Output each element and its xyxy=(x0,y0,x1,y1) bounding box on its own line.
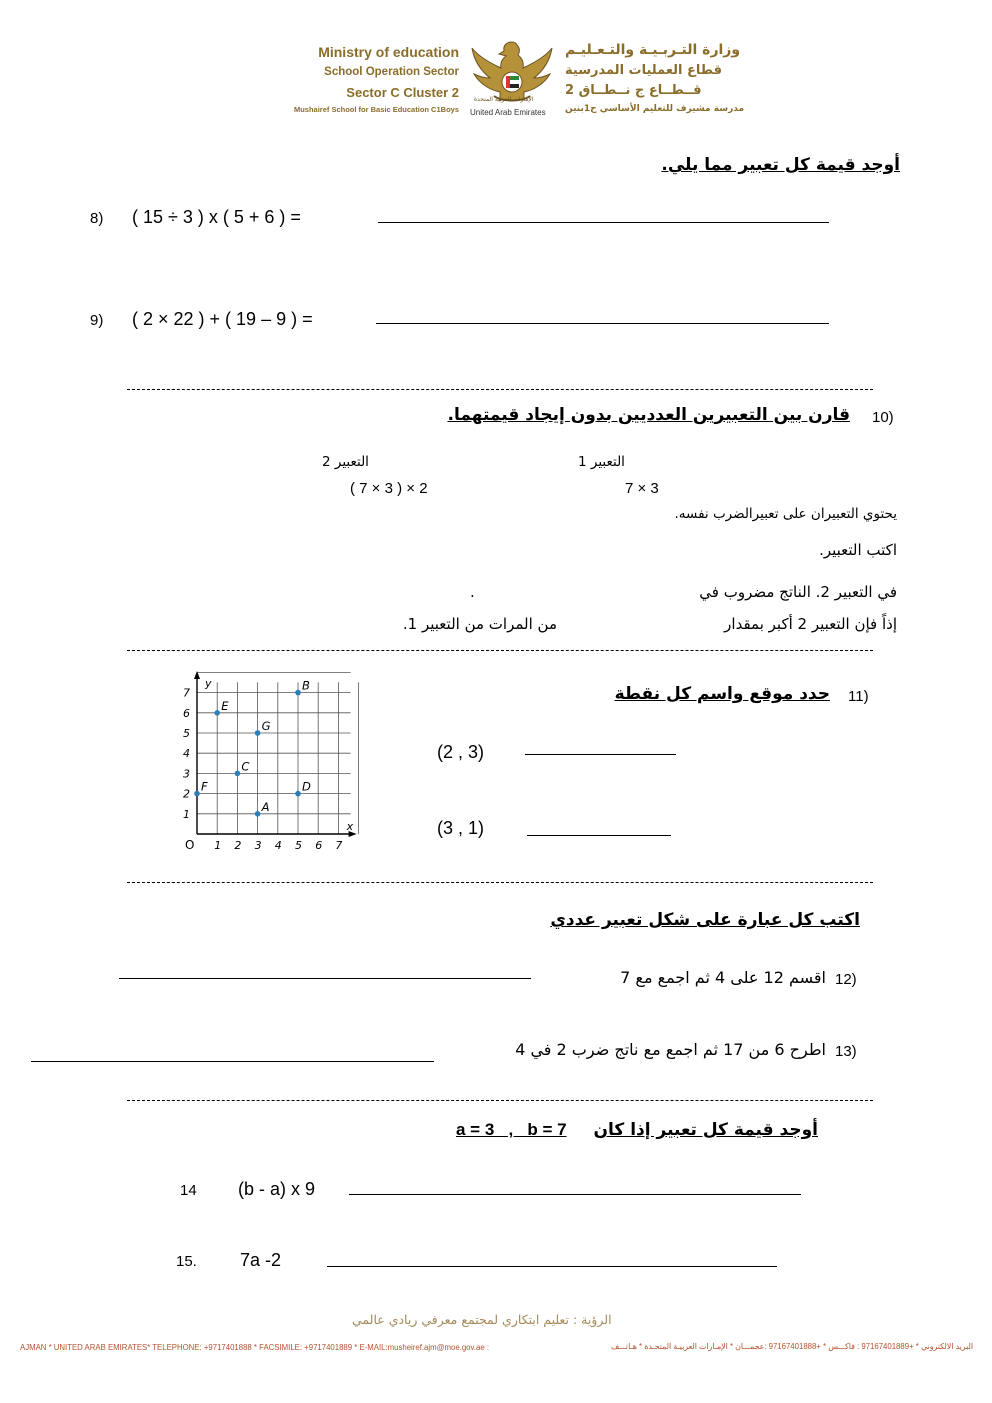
q15-expression: 7a -2 xyxy=(240,1250,282,1270)
q13-number: 13) xyxy=(835,1043,857,1060)
q14-number: 14 xyxy=(180,1182,197,1199)
grid-point-D xyxy=(295,791,301,797)
grid-x-tick: 1 xyxy=(214,839,222,852)
q12-text: اقسم 12 على 4 ثم اجمع مع 7 xyxy=(620,968,826,987)
q12-answer-line[interactable] xyxy=(119,978,531,979)
expr1-label: التعبير 1 xyxy=(578,454,625,470)
grid-point-E xyxy=(214,710,220,716)
grid-x-tick: 4 xyxy=(274,839,282,852)
q8-number: 8) xyxy=(90,210,104,227)
header-en-ministry: Ministry of education xyxy=(318,44,459,60)
q11-number: 11) xyxy=(848,688,869,705)
section5-title: أوجد قيمة كل تعبير إذا كان xyxy=(593,1120,818,1140)
grid-y-label: y xyxy=(205,677,212,690)
q13-answer-line[interactable] xyxy=(31,1061,434,1062)
grid-point-label-G: G xyxy=(261,719,271,733)
header-ar-sector: قطاع العمليات المدرسية xyxy=(565,63,722,78)
header-en-school: Mushairef School for Basic Education C1Boys xyxy=(293,105,459,114)
grid-y-tick: 7 xyxy=(183,686,190,700)
section4-title: اكتب كل عبارة على شكل تعبير عددي xyxy=(550,910,860,930)
footer-vision: الرؤية : تعليم ابتكاري لمجتمع معرفي ريادي عالمي xyxy=(352,1312,612,1327)
grid-y-tick: 3 xyxy=(183,767,190,781)
grid-point-label-F: F xyxy=(201,779,208,794)
grid-origin-label: O xyxy=(185,838,195,852)
header-en-cluster: Sector C Cluster 2 xyxy=(346,85,459,100)
coord-2: (3 , 1) xyxy=(437,818,485,838)
grid-point-label-B: B xyxy=(302,678,310,693)
header-ar-cluster: قــطــاع ج نــطــاق 2 xyxy=(565,83,702,98)
separator-3 xyxy=(127,882,873,883)
grid-x-tick: 5 xyxy=(295,839,302,852)
separator-1 xyxy=(127,389,873,390)
header-en-sector: School Operation Sector xyxy=(324,66,459,78)
compare-line-4a: إذاً فإن التعبير 2 أكبر بمقدار xyxy=(724,615,897,633)
compare-line-2: اكتب التعبير. xyxy=(819,541,897,559)
coordinate-grid xyxy=(172,667,362,857)
compare-line-4b: من المرات من التعبير 1. xyxy=(402,615,557,633)
grid-point-F xyxy=(194,791,200,797)
q9-answer-line[interactable] xyxy=(376,323,829,324)
compare-line-1: يحتوي التعبيران على تعبيرالضرب نفسه. xyxy=(674,506,897,522)
grid-point-label-C: C xyxy=(241,759,250,774)
expr2-label: التعبير 2 xyxy=(322,454,369,470)
separator-4 xyxy=(127,1100,873,1101)
grid-x-label: x xyxy=(346,820,354,833)
grid-y-tick: 1 xyxy=(183,807,190,821)
grid-y-tick: 2 xyxy=(183,787,190,801)
header-ar-ministry: وزارة التـربـيـة والتـعـليـم xyxy=(565,42,741,58)
expr2-value: ( 7 × 3 ) × 2 xyxy=(350,480,428,497)
header-ar-school: مدرسة مشيرف للتعليم الأساسي ح1بنين xyxy=(565,104,745,114)
q10-number: 10) xyxy=(872,409,894,426)
q8-expression: ( 15 ÷ 3 ) x ( 5 + 6 ) = xyxy=(132,207,301,227)
section3-title: حدد موقع واسم كل نقطة xyxy=(614,684,830,704)
grid-x-tick: 7 xyxy=(335,839,343,852)
q8-answer-line[interactable] xyxy=(378,222,829,223)
q9-number: 9) xyxy=(90,312,104,329)
compare-line-3: في التعبير 2. الناتج مضروب في xyxy=(699,583,897,601)
uae-emblem xyxy=(466,36,558,120)
separator-2 xyxy=(127,650,873,651)
emblem-arabic: الإمارات العربية المتحدة xyxy=(474,96,534,103)
q15-number: 15. xyxy=(176,1253,197,1270)
q15-answer-line[interactable] xyxy=(327,1266,777,1267)
coordinate-grid-svg xyxy=(172,667,362,857)
section5-variables: a = 3 , b = 7 xyxy=(456,1120,567,1139)
coord-1: (2 , 3) xyxy=(437,742,485,762)
q9-expression: ( 2 × 22 ) + ( 19 – 9 ) = xyxy=(132,309,313,329)
compare-line-3-end: . xyxy=(470,583,475,601)
grid-y-tick: 4 xyxy=(183,747,190,761)
footer-contact-ar: البريد الالكتروني * +97167401889 : فاكـــس * +97167401888 :عجمـــان * الإمـارات العربيـة المتحـدة * هـاتـــف xyxy=(611,1342,973,1351)
expr1-value: 7 × 3 xyxy=(625,480,659,497)
grid-x-tick: 6 xyxy=(315,839,323,852)
grid-point-label-A: A xyxy=(261,799,270,814)
grid-x-tick: 3 xyxy=(254,839,262,852)
grid-x-tick: 2 xyxy=(234,839,242,852)
q14-answer-line[interactable] xyxy=(349,1194,801,1195)
emblem-caption: United Arab Emirates xyxy=(470,108,546,117)
grid-point-label-D: D xyxy=(302,779,311,794)
grid-point-C xyxy=(235,771,241,777)
grid-y-tick: 5 xyxy=(183,727,190,740)
grid-point-B xyxy=(295,690,301,696)
q13-text: اطرح 6 من 17 ثم اجمع مع ناتج ضرب 2 في 4 xyxy=(515,1040,826,1059)
section2-title: قارن بين التعبيرين العدديين بدون إيجاد قيمتهما. xyxy=(447,405,850,425)
q12-number: 12) xyxy=(835,971,857,988)
footer-contact-en: AJMAN * UNITED ARAB EMIRATES* TELEPHONE: +9717401888 * FACSIMILE: +9717401889 * E-MAIL:musheiref.ajm@moe.gov.ae : xyxy=(20,1343,490,1352)
grid-point-label-E: E xyxy=(221,698,229,713)
grid-point-A xyxy=(255,811,261,817)
section1-title: أوجد قيمة كل تعبير مما يلي. xyxy=(661,155,900,175)
coord-2-answer-line[interactable] xyxy=(527,835,671,836)
grid-point-G xyxy=(255,730,261,736)
q14-expression: (b - a) x 9 xyxy=(238,1179,316,1199)
grid-y-tick: 6 xyxy=(183,706,190,720)
coord-1-answer-line[interactable] xyxy=(525,754,676,755)
